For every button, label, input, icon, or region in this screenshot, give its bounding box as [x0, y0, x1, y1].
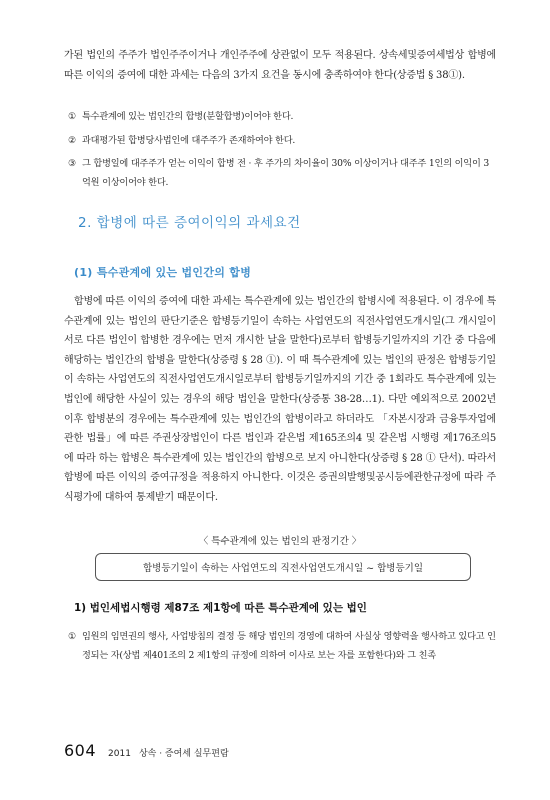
body-paragraph: 합병에 따른 이익의 증여에 대한 과세는 특수관계에 있는 법인간의 합병시에 적용된다. 이 경우에 특수관계에 있는 법인의 판단기준은 합병등기일이 속하는 사업연도의 직전사업연도개시일(그 개시일이 서로 다른 법인이 합병한 경우에는 먼저 개시한 날을 말한다)로부터 합병등기일까지의 기간 중 다음에 해당하는 법인간의 합병을 말한다(상증령 § 28 ①). 이 때 특수관계에 있는 법인의 판정은 합병등기일이 속하는 사업연도의 직전사업연도개시일로부터 합병등기일까지의 기간 중 1회라도 특수관계에 있는 법인에 해당한 사실이 있는 경우의 해당 법인을 말한다(상증통 38-28…1). 다만 예외적으로 2002년 이후 합병분의 경우에는 특수관계에 있는 법인간의 합병이라고 하더라도 「자본시장과 금융투자업에 관한 법률」에 따른 주권상장법인이 다른 법인과 같은법 제165조의4 및 같은법 시행령 제176조의5에 따라 하는 합병은 특수관계에 있는 법인간의 합병으로 보지 아니한다(상증령 § 28 ① 단서). 따라서 합병에 따른 이익의 증여규정을 적용하지 아니한다. 이것은 증권의발행및공시등에관한규정에 따라 주식평가에 대하여 통제받기 때문이다. — [64, 296, 496, 503]
footer-book-title: 상속 · 증여세 실무편람 — [138, 749, 229, 759]
condition-text: 특수관계에 있는 법인간의 합병(분할합병)이어야 한다. — [82, 111, 294, 122]
condition-number: ② — [68, 134, 77, 146]
condition-number: ③ — [68, 158, 77, 169]
condition-item-3 — [64, 155, 496, 192]
condition-list — [64, 108, 496, 197]
subsubsection-title: 1) 법인세법시행령 제87조 제1항에 따른 특수관계에 있는 법인 — [74, 602, 367, 614]
condition-item-1 — [64, 108, 496, 127]
footer-year: 2011 — [108, 749, 131, 759]
intro-paragraph: 가된 법인의 주주가 법인주주이거나 개인주주에 상관없이 모두 적용된다. 상속세및증여세법상 합병에 따른 이익의 증여에 대한 과세는 다음의 3가지 요건을 동시에 충족하여야 한다(상증법 § 38①). — [64, 50, 496, 81]
relation-item-1 — [64, 628, 496, 665]
condition-number: ① — [68, 111, 77, 122]
condition-text: 과대평가된 합병당사법인에 대주주가 존재하여야 한다. — [82, 134, 296, 146]
condition-item-2 — [64, 132, 496, 151]
page-footer — [64, 741, 229, 760]
condition-text: 그 합병일에 대주주가 얻는 이익이 합병 전 · 후 주가의 차이율이 30% 이상이거나 대주주 1인의 이익이 3억원 이상이어야 한다. — [82, 158, 490, 188]
relation-text: 임원의 임면권의 행사, 사업방침의 결정 등 해당 법인의 경영에 대하여 사실상 영향력을 행사하고 있다고 인정되는 자(상법 제401조의 2 제1항의 규정에 의하여 이사로 보는 자를 포함한다)와 그 친족 — [82, 631, 496, 661]
period-box — [95, 553, 471, 581]
period-box-text: 합병등기일이 속하는 사업연도의 직전사업연도개시일 ~ 합병등기일 — [142, 563, 424, 574]
subsection-title: (1) 특수관계에 있는 법인간의 합병 — [74, 266, 252, 279]
relation-list — [64, 628, 496, 670]
page-number: 604 — [64, 741, 97, 760]
section-title: 2. 합병에 따른 증여이익의 과세요건 — [78, 215, 301, 231]
box-caption: 〈 특수관계에 있는 법인의 판정기간 〉 — [198, 536, 362, 547]
relation-number: ① — [68, 631, 77, 642]
